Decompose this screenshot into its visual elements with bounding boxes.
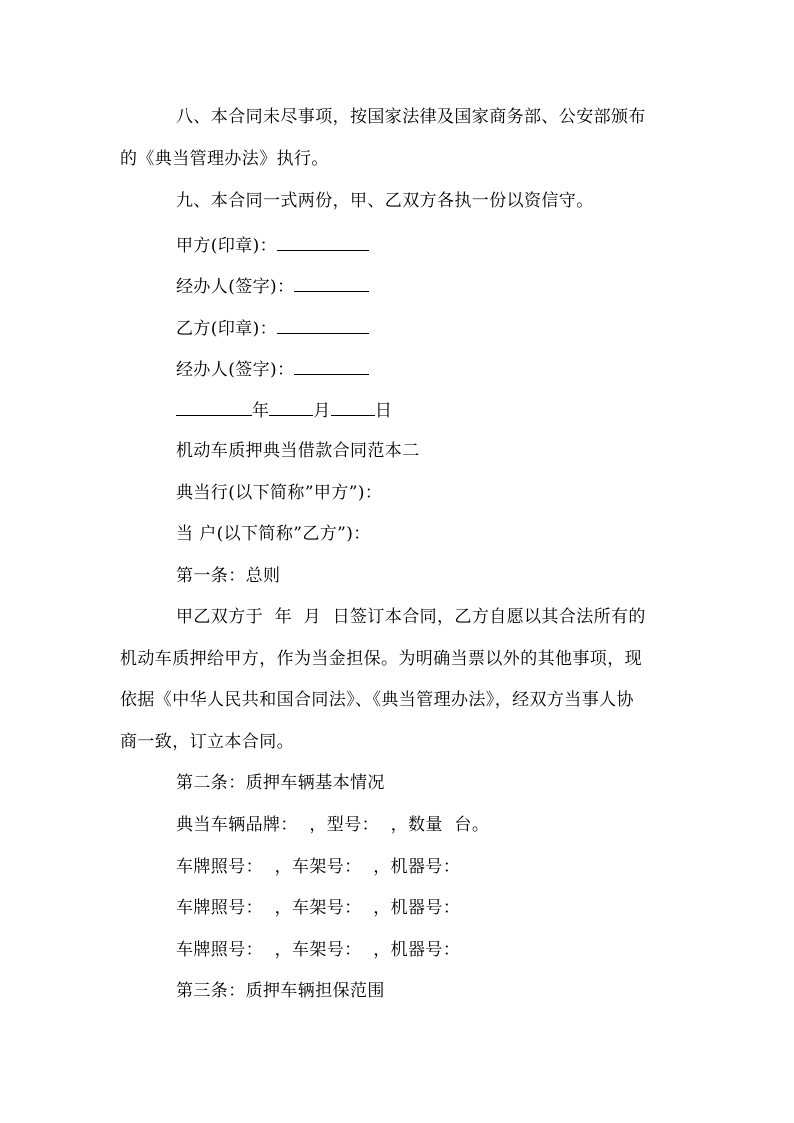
contract-template-2-title: 机动车质押典当借款合同范本二 <box>176 441 420 461</box>
clause-8-line-2: 的《典当管理办法》执行。 <box>120 149 329 169</box>
clause-9: 九、本合同一式两份，甲、乙双方各执一份以资信守。 <box>176 191 594 211</box>
pawner-party-b: 当 户(以下简称”乙方”)： <box>176 524 371 544</box>
vehicle-plate-line-3: 车牌照号： ，车架号： ，机器号： <box>176 940 461 960</box>
article-3-heading: 第三条：质押车辆担保范围 <box>176 981 385 1001</box>
vehicle-brand-line: 典当车辆品牌： ，型号： ，数量 台。 <box>176 815 490 835</box>
party-a-seal-label: 甲方(印章)： <box>176 236 278 256</box>
party-b-seal-line <box>176 316 369 340</box>
party-b-seal-label: 乙方(印章)： <box>176 319 278 339</box>
clause-8-line-1: 八、本合同未尽事项，按国家法律及国家商务部、公安部颁布 <box>176 107 646 127</box>
vehicle-plate-line-1: 车牌照号： ，车架号： ，机器号： <box>176 857 461 877</box>
article-1-line-4: 商一致，订立本合同。 <box>120 732 294 752</box>
party-a-agent-label: 经办人(签字)： <box>176 277 295 297</box>
day-label: 日 <box>374 401 393 421</box>
article-1-line-1: 甲乙双方于 年 月 日签订本合同，乙方自愿以其合法所有的 <box>176 607 646 627</box>
party-b-seal-blank <box>277 316 369 334</box>
year-blank <box>176 398 252 416</box>
party-a-agent-line <box>176 274 369 298</box>
party-a-agent-blank <box>294 274 369 292</box>
party-b-agent-blank <box>294 357 369 375</box>
pawnshop-party-a: 典当行(以下简称”甲方”)： <box>176 483 383 503</box>
party-a-seal-blank <box>277 233 369 251</box>
day-blank <box>331 398 375 416</box>
article-1-line-2: 机动车质押给甲方，作为当金担保。为明确当票以外的其他事项，现 <box>120 649 642 669</box>
party-a-seal-line <box>176 233 369 257</box>
year-label: 年 <box>252 401 270 421</box>
month-blank <box>269 398 313 416</box>
article-1-line-3: 依据《中华人民共和国合同法》、《典当管理办法》，经双方当事人协 <box>120 690 634 710</box>
date-line <box>176 398 392 422</box>
vehicle-plate-line-2: 车牌照号： ，车架号： ，机器号： <box>176 898 461 918</box>
party-b-agent-label: 经办人(签字)： <box>176 360 295 380</box>
month-label: 月 <box>313 401 331 421</box>
article-1-heading: 第一条：总则 <box>176 566 281 586</box>
party-b-agent-line <box>176 357 369 381</box>
article-2-heading: 第二条：质押车辆基本情况 <box>176 773 385 793</box>
